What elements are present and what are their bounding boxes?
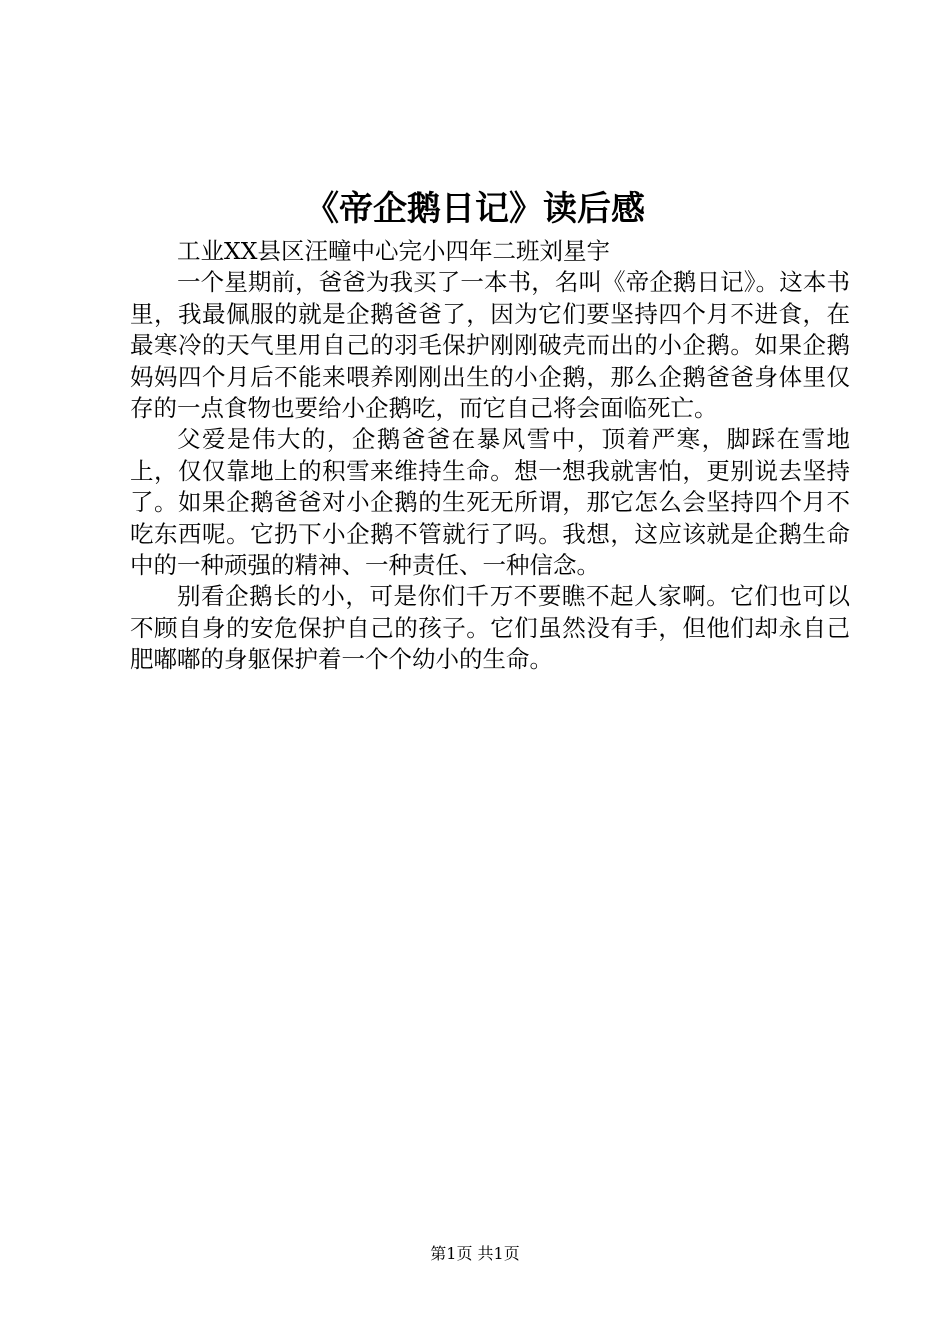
document-body [130,236,850,676]
paragraph-3: 别看企鹅长的小，可是你们千万不要瞧不起人家啊。它们也可以不顾自身的安危保护自己的孩子。它们虽然没有手，但他们却永自己肥嘟嘟的身躯保护着一个个幼小的生命。 [130,582,850,674]
document-title: 《帝企鹅日记》读后感 [305,189,645,229]
paragraph-2: 父爱是伟大的，企鹅爸爸在暴风雪中，顶着严寒，脚踩在雪地上，仅仅靠地上的积雪来维持生命。想一想我就害怕，更别说去坚持了。如果企鹅爸爸对小企鹅的生死无所谓，那它怎么会坚持四个月不吃东西呢。它扔下小企鹅不管就行了吗。我想，这应该就是企鹅生命中的一种顽强的精神、一种责任、一种信念。 [130,425,850,580]
page-number-footer: 第1页 共1页 [430,1244,520,1263]
paragraph-1: 一个星期前，爸爸为我买了一本书，名叫《帝企鹅日记》。这本书里，我最佩服的就是企鹅爸爸了，因为它们要坚持四个月不进食，在最寒冷的天气里用自己的羽毛保护刚刚破壳而出的小企鹅。如果企鹅妈妈四个月后不能来喂养刚刚出生的小企鹅，那么企鹅爸爸身体里仅存的一点食物也要给小企鹅吃，而它自己将会面临死亡。 [130,268,850,423]
author-line: 工业XX县区汪疃中心完小四年二班刘星宇 [177,237,610,265]
